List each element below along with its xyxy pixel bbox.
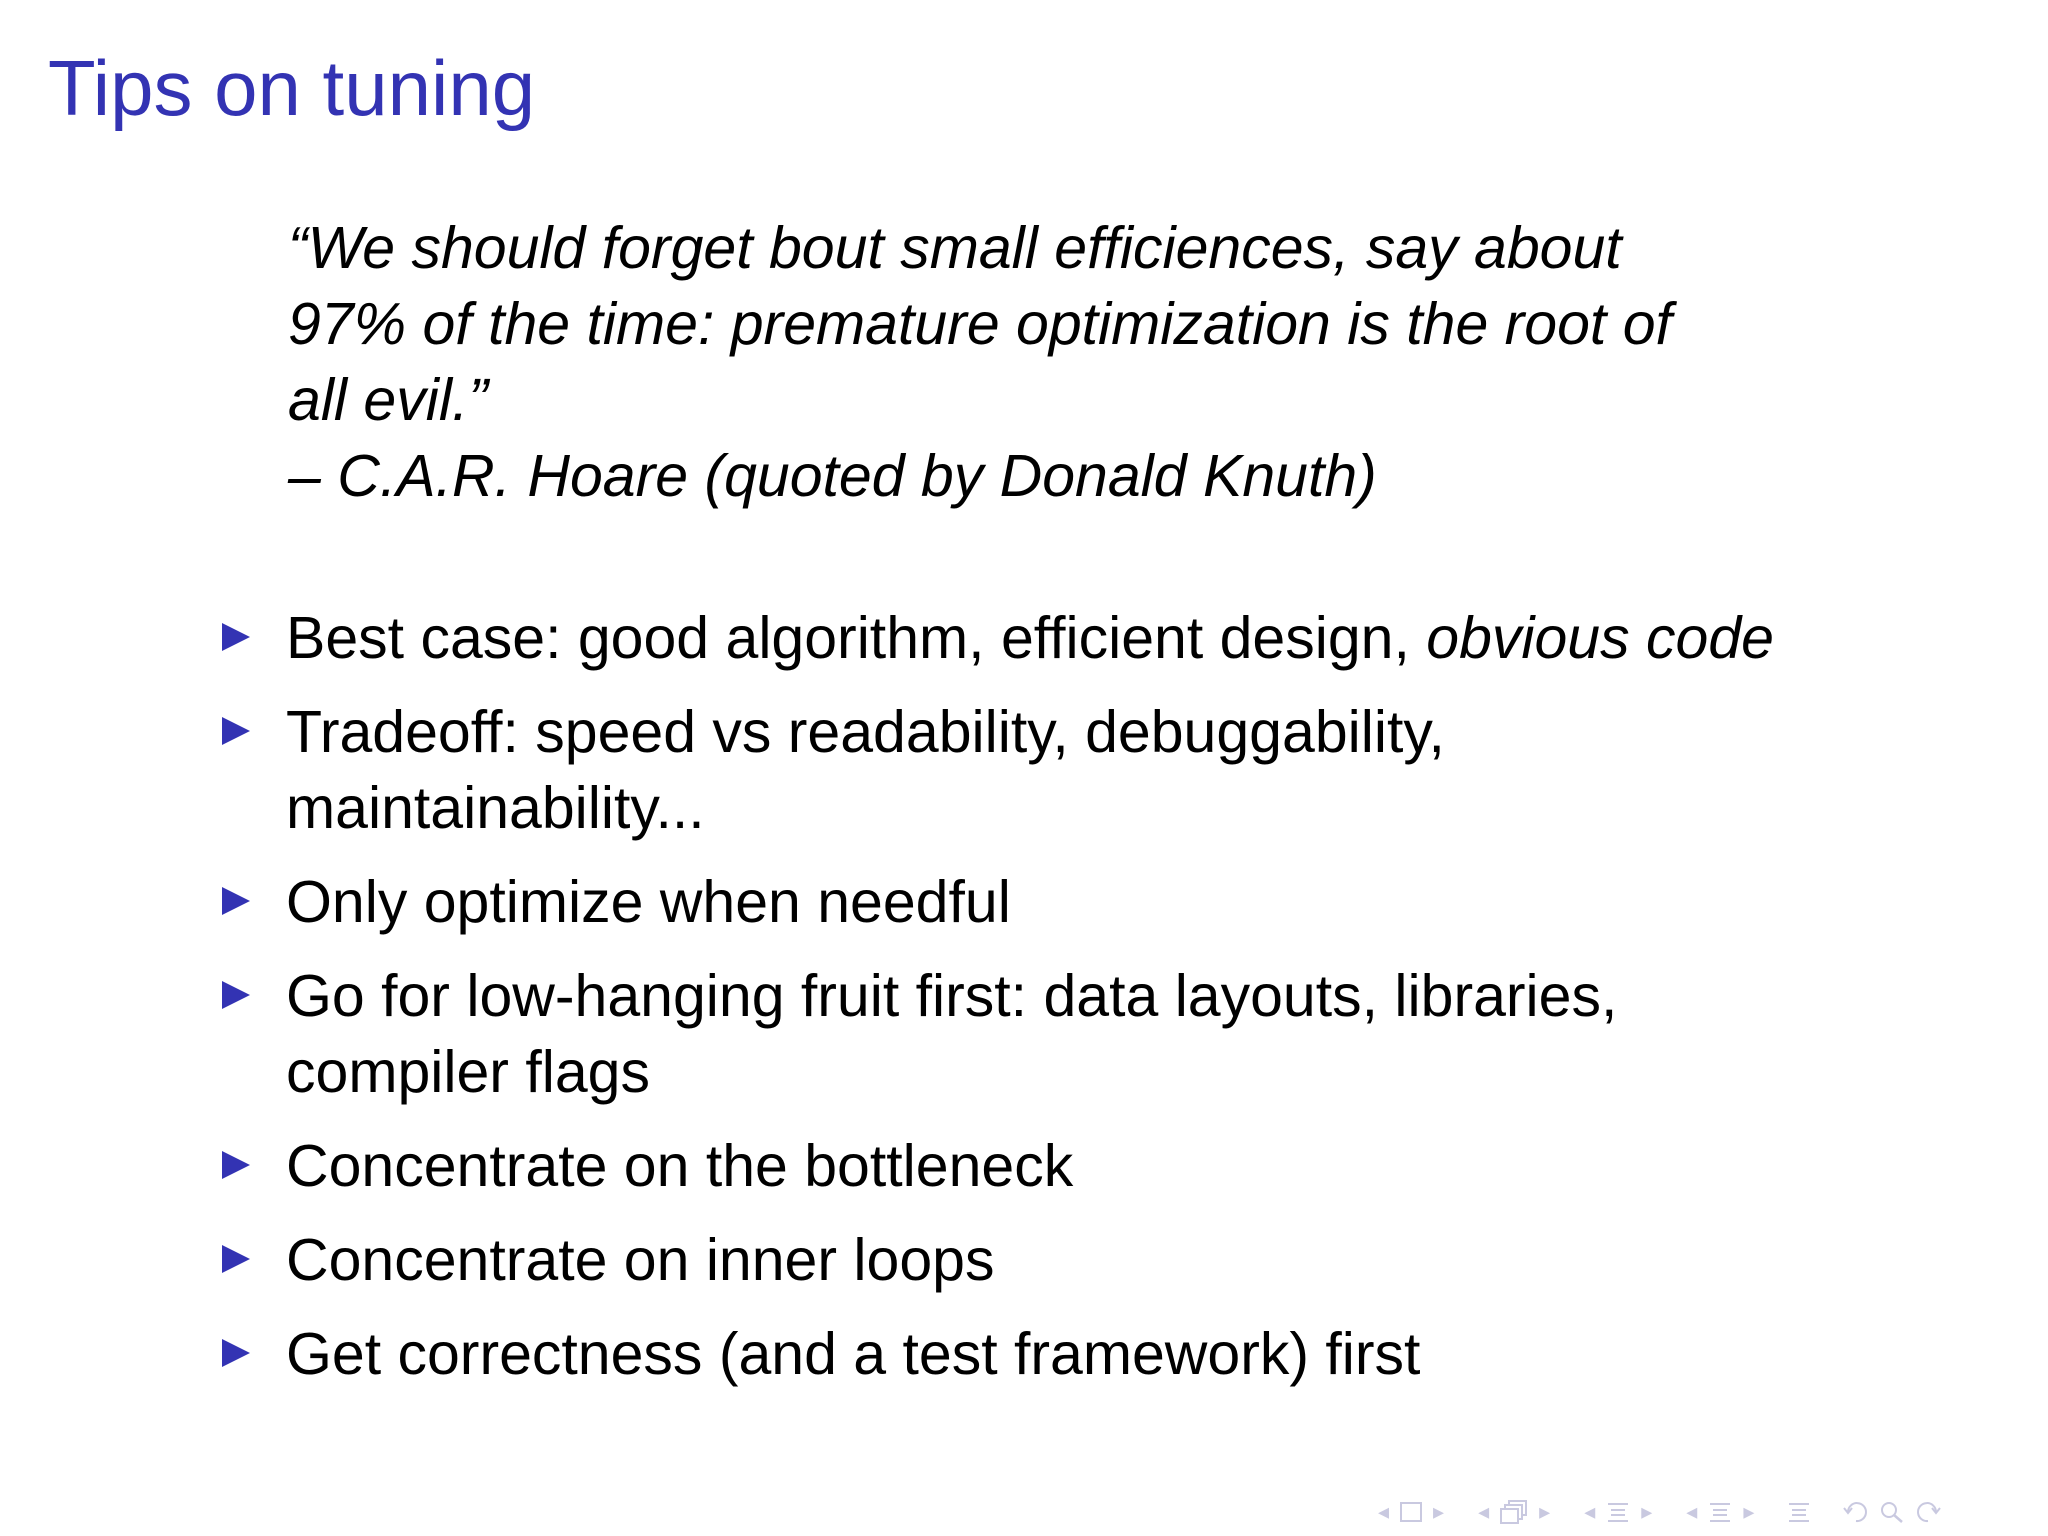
triangle-bullet-icon bbox=[222, 887, 250, 915]
prev-slide-arrow-icon[interactable]: ◂ bbox=[1378, 1499, 1390, 1524]
forward-icon[interactable] bbox=[1914, 1500, 1942, 1524]
triangle-bullet-icon bbox=[222, 717, 250, 745]
bullet-item bbox=[218, 1316, 1998, 1392]
frame-navigation bbox=[1472, 1499, 1556, 1525]
triangle-bullet-icon bbox=[222, 981, 250, 1009]
search-navigation bbox=[1838, 1500, 1946, 1524]
bullet-text: Concentrate on the bottleneck bbox=[286, 1133, 1074, 1199]
slide-icon[interactable] bbox=[1399, 1501, 1423, 1523]
bullet-item bbox=[218, 958, 1998, 1110]
bullet-text: Tradeoff: speed vs readability, debuggability, bbox=[286, 699, 1445, 765]
bullet-text: compiler flags bbox=[286, 1039, 650, 1105]
bullet-item bbox=[218, 864, 1998, 940]
section-navigation bbox=[1680, 1499, 1760, 1525]
next-section-arrow-icon[interactable]: ▸ bbox=[1743, 1499, 1755, 1524]
search-icon[interactable] bbox=[1878, 1500, 1906, 1524]
bullet-item bbox=[218, 694, 1998, 846]
slide-title: Tips on tuning bbox=[48, 44, 536, 132]
bullet-text: maintainability... bbox=[286, 775, 705, 841]
bullet-item bbox=[218, 1128, 1998, 1204]
bullet-text: Get correctness (and a test framework) first bbox=[286, 1321, 1421, 1387]
quote-block bbox=[288, 210, 1808, 514]
bullet-text: Best case: good algorithm, efficient design, bbox=[286, 605, 1427, 671]
quote-line: all evil.” bbox=[288, 367, 488, 433]
next-slide-arrow-icon[interactable]: ▸ bbox=[1433, 1499, 1445, 1524]
bullet-item bbox=[218, 600, 1998, 676]
triangle-bullet-icon bbox=[222, 1245, 250, 1273]
triangle-bullet-icon bbox=[222, 1339, 250, 1367]
bullet-emphasis: obvious code bbox=[1426, 605, 1774, 671]
subsection-navigation bbox=[1578, 1499, 1658, 1525]
prev-frame-arrow-icon[interactable]: ◂ bbox=[1478, 1499, 1490, 1524]
bullet-text: Concentrate on inner loops bbox=[286, 1227, 995, 1293]
document-icon[interactable] bbox=[1786, 1500, 1812, 1524]
subsection-icon[interactable] bbox=[1605, 1500, 1631, 1524]
section-icon[interactable] bbox=[1707, 1500, 1733, 1524]
quote-line: 97% of the time: premature optimization is the root of bbox=[288, 291, 1672, 357]
next-frame-arrow-icon[interactable]: ▸ bbox=[1539, 1499, 1551, 1524]
next-subsection-arrow-icon[interactable]: ▸ bbox=[1641, 1499, 1653, 1524]
bullet-text: Only optimize when needful bbox=[286, 869, 1011, 935]
quote-attribution: – C.A.R. Hoare (quoted by Donald Knuth) bbox=[288, 443, 1377, 509]
document-navigation bbox=[1782, 1500, 1816, 1524]
bullet-item bbox=[218, 1222, 1998, 1298]
navigation-bar bbox=[1372, 1494, 1946, 1530]
slide-navigation bbox=[1372, 1499, 1450, 1525]
back-icon[interactable] bbox=[1842, 1500, 1870, 1524]
triangle-bullet-icon bbox=[222, 1151, 250, 1179]
triangle-bullet-icon bbox=[222, 623, 250, 651]
quote-line: “We should forget bout small efficiences, say about bbox=[288, 215, 1622, 281]
bullet-text: Go for low-hanging fruit first: data layouts, libraries, bbox=[286, 963, 1618, 1029]
bullet-list bbox=[218, 600, 1998, 1410]
prev-section-arrow-icon[interactable]: ◂ bbox=[1686, 1499, 1698, 1524]
prev-subsection-arrow-icon[interactable]: ◂ bbox=[1584, 1499, 1596, 1524]
frame-icon[interactable] bbox=[1499, 1499, 1529, 1525]
